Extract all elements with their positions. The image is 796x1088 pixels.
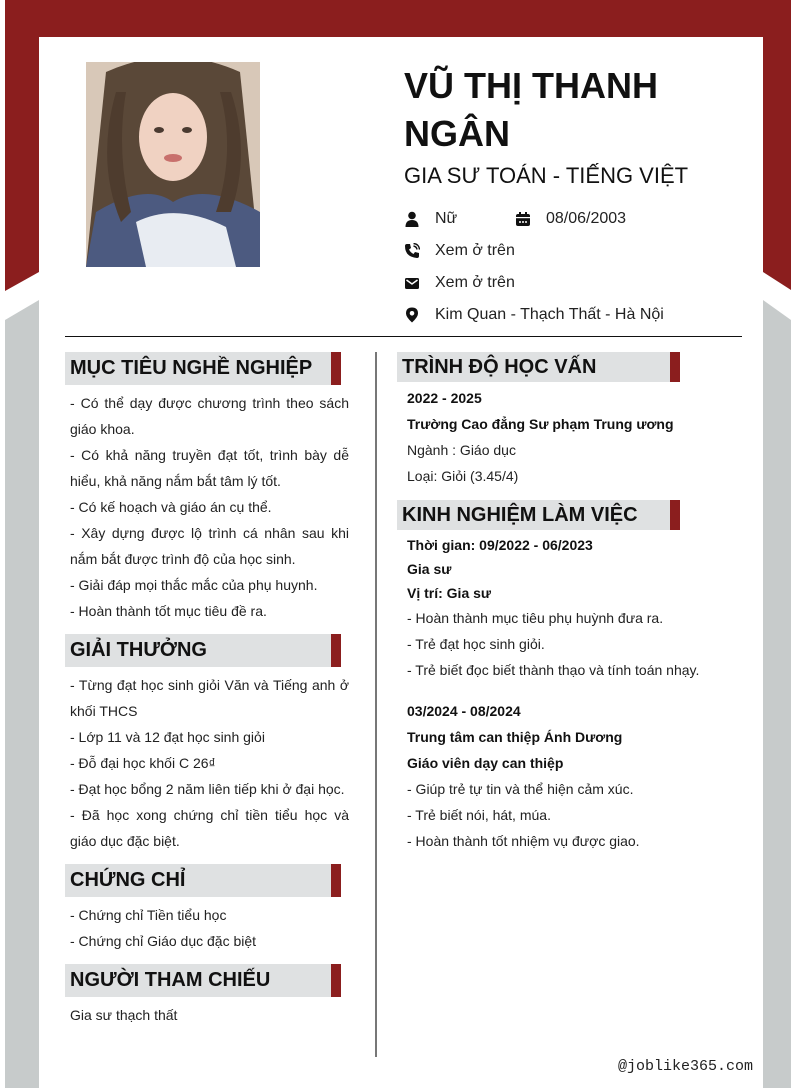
user-icon [404,211,420,227]
birthday-row [515,209,626,229]
list-item: - Chứng chỉ Tiền tiểu học [70,907,227,923]
email-value: Xem ở trên [435,274,515,291]
candidate-name: VŨ THỊ THANH NGÂN [404,65,658,154]
list-item: Gia sư thạch thất [70,1007,178,1023]
list-item: - Hoàn thành tốt mục tiêu đề ra. [70,603,267,619]
section-title: GIẢI THƯỞNG [70,639,207,661]
awards-content [70,672,349,854]
phone-row [404,241,515,261]
job-company: Gia sư [407,561,452,577]
address-row [404,305,664,325]
list-item: - Giải đáp mọi thắc mắc của phụ huynh. [70,577,318,593]
list-item: - Đã học xong chứng chỉ tiền tiểu học và giáo dục đặc biệt. [70,807,349,849]
education-school: Trường Cao đẳng Sư phạm Trung ương [407,416,674,432]
list-item: - Trẻ đạt học sinh giỏi. [407,636,545,652]
list-item: - Đỗ đại học khối C 26₫ [70,755,216,771]
section-accent [670,352,680,382]
address-value: Kim Quan - Thạch Thất - Hà Nội [435,306,664,323]
section-title: KINH NGHIỆM LÀM VIỆC [402,504,638,526]
references-content [70,1002,349,1028]
list-item: - Xây dựng được lộ trình cá nhân sau khi nắm bắt được trình độ của học sinh. [70,525,349,567]
section-accent [331,634,341,667]
list-item: - Có kế hoạch và giáo án cụ thể. [70,499,272,515]
education-grade: Loại: Giỏi (3.45/4) [407,468,519,484]
watermark: @joblike365.com [618,1058,754,1075]
section-header-awards [65,634,341,667]
section-title: MỤC TIÊU NGHỀ NGHIỆP [70,357,313,379]
certificates-content [70,902,349,954]
list-item: - Trẻ biết nói, hát, múa. [407,807,551,823]
email-row [404,273,515,293]
list-item: - Lớp 11 và 12 đạt học sinh giỏi [70,729,265,745]
list-item: - Trẻ biết đọc biết thành thạo và tính toán nhạy. [407,662,700,678]
phone-value: Xem ở trên [435,242,515,259]
gender-row [404,209,457,229]
section-header-experience [397,500,680,530]
job-period: 03/2024 - 08/2024 [407,703,521,719]
job-position: Giáo viên dạy can thiệp [407,755,564,771]
list-item: - Giúp trẻ tự tin và thể hiện cảm xúc. [407,781,634,797]
education-content [407,385,727,489]
map-pin-icon [404,307,420,323]
section-title: NGƯỜI THAM CHIẾU [70,969,271,991]
profile-photo [86,62,260,267]
list-item: - Hoàn thành mục tiêu phụ huỳnh đưa ra. [407,610,664,626]
gender-value: Nữ [435,210,458,227]
job-title: GIA SƯ TOÁN - TIẾNG VIỆT [404,163,689,188]
section-title: TRÌNH ĐỘ HỌC VẤN [402,356,597,378]
job-period: Thời gian: 09/2022 - 06/2023 [407,537,593,553]
envelope-icon [404,275,420,291]
section-header-references [65,964,341,997]
list-item: - Có thể dạy được chương trình theo sách giáo khoa. [70,395,349,437]
section-header-objective [65,352,341,385]
list-item: - Có khả năng truyền đạt tốt, trình bày dễ hiểu, khả năng nắm bắt tâm lý tốt. [70,447,349,489]
job-position: Vị trí: Gia sư [407,585,492,601]
section-header-certificates [65,864,341,897]
experience-job-1 [407,533,737,683]
education-major: Ngành : Giáo dục [407,442,516,458]
birthday-value: 08/06/2003 [546,210,627,227]
section-accent [670,500,680,530]
experience-job-2 [407,698,737,854]
job-company: Trung tâm can thiệp Ánh Dương [407,729,623,745]
objective-content [70,390,349,624]
education-period: 2022 - 2025 [407,390,482,406]
header-divider [65,336,742,337]
phone-icon [404,243,420,259]
section-accent [331,864,341,897]
section-accent [331,352,341,385]
list-item: - Chứng chỉ Giáo dục đặc biệt [70,933,257,949]
column-divider [375,352,377,1057]
list-item: - Đạt học bổng 2 năm liên tiếp khi ở đại học. [70,781,345,797]
calendar-icon [515,211,531,227]
list-item: - Hoàn thành tốt nhiệm vụ được giao. [407,833,640,849]
section-accent [331,964,341,997]
section-title: CHỨNG CHỈ [70,869,186,891]
section-header-education [397,352,680,382]
list-item: - Từng đạt học sinh giỏi Văn và Tiếng anh ở khối THCS [70,677,349,719]
